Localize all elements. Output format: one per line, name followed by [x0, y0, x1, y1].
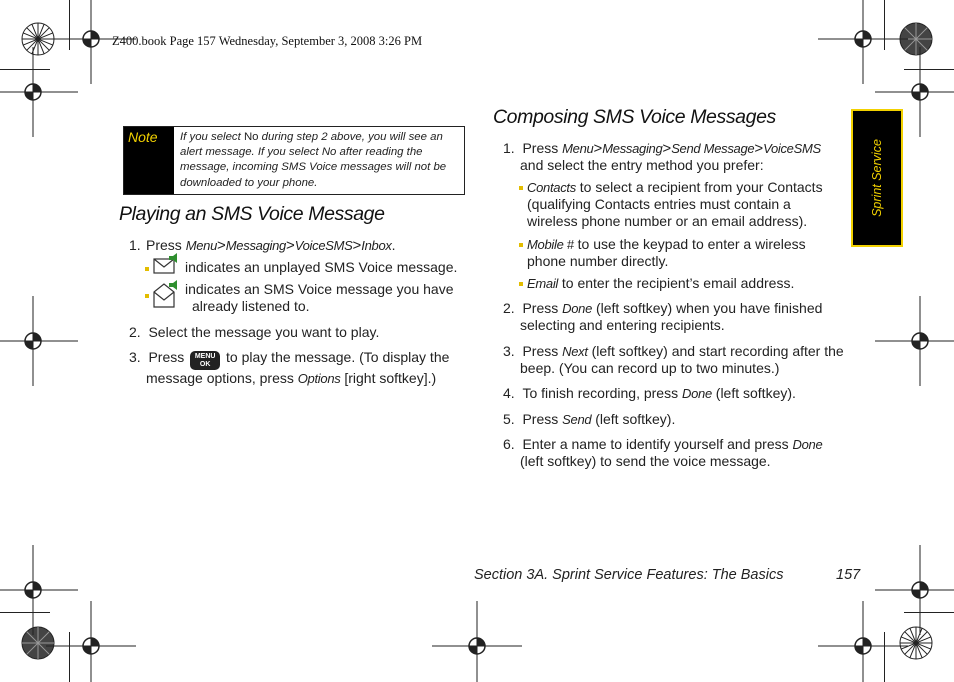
right-step-1: 1. Press Menu>Messaging>Send Message>VoiceSMS and select the entry method you prefer: — [503, 140, 821, 173]
left-step-1: 1. Press Menu>Messaging>VoiceSMS>Inbox. — [129, 237, 396, 254]
menu-ok-key-icon: MENU OK — [190, 351, 220, 370]
right-bullet-mobile: Mobile # to use the keypad to enter a wireless phone number directly. — [527, 236, 806, 269]
right-bullet-contacts: Contacts to select a recipient from your Contacts (qualifying Contacts entries must contain a wireless phone number or an email address). — [527, 179, 823, 229]
left-step-3: 3. Press MENU OK to play the message. (To display the message options, press Options [right softkey].) — [129, 349, 450, 386]
page-number: 157 — [836, 567, 861, 583]
footer-section: Section 3A. Sprint Service Features: The Basics — [474, 567, 784, 583]
section-title-playing: Playing an SMS Voice Message — [119, 203, 385, 225]
note-text: If you select No during step 2 above, you will see an alert message. If you select No after reading the message, incoming SMS Voice messages will not be downloaded to your phone. — [180, 131, 447, 189]
note-label: Note — [124, 127, 174, 194]
note-box — [123, 126, 465, 195]
bullet — [519, 243, 523, 247]
right-step-4: 4. To finish recording, press Done (left softkey). — [503, 385, 796, 401]
right-step-3: 3. Press Next (left softkey) and start recording after the beep. (You can record up to two minutes.) — [503, 343, 844, 376]
right-step-5: 5. Press Send (left softkey). — [503, 411, 676, 427]
left-bullet-2: indicates an SMS Voice message you have already listened to. — [185, 281, 454, 314]
envelope-speaker-icon — [153, 252, 179, 276]
left-step-2: 2. Select the message you want to play. — [129, 324, 380, 340]
open-envelope-speaker-icon — [153, 280, 179, 308]
bullet — [145, 267, 149, 271]
bullet — [145, 294, 149, 298]
right-step-2: 2. Press Done (left softkey) when you have finished selecting and entering recipients. — [503, 300, 823, 333]
left-bullet-1: indicates an unplayed SMS Voice message. — [185, 259, 458, 275]
bullet — [519, 186, 523, 190]
section-title-composing: Composing SMS Voice Messages — [493, 106, 776, 128]
section-tab — [851, 109, 903, 247]
right-step-6: 6. Enter a name to identify yourself and press Done (left softkey) to send the voice message. — [503, 436, 823, 469]
print-header: Z400.book Page 157 Wednesday, September 3, 2008 3:26 PM — [112, 34, 423, 48]
bullet — [519, 282, 523, 286]
section-tab-label: Sprint Service — [870, 139, 884, 217]
right-bullet-email: Email to enter the recipient’s email address. — [527, 275, 795, 291]
